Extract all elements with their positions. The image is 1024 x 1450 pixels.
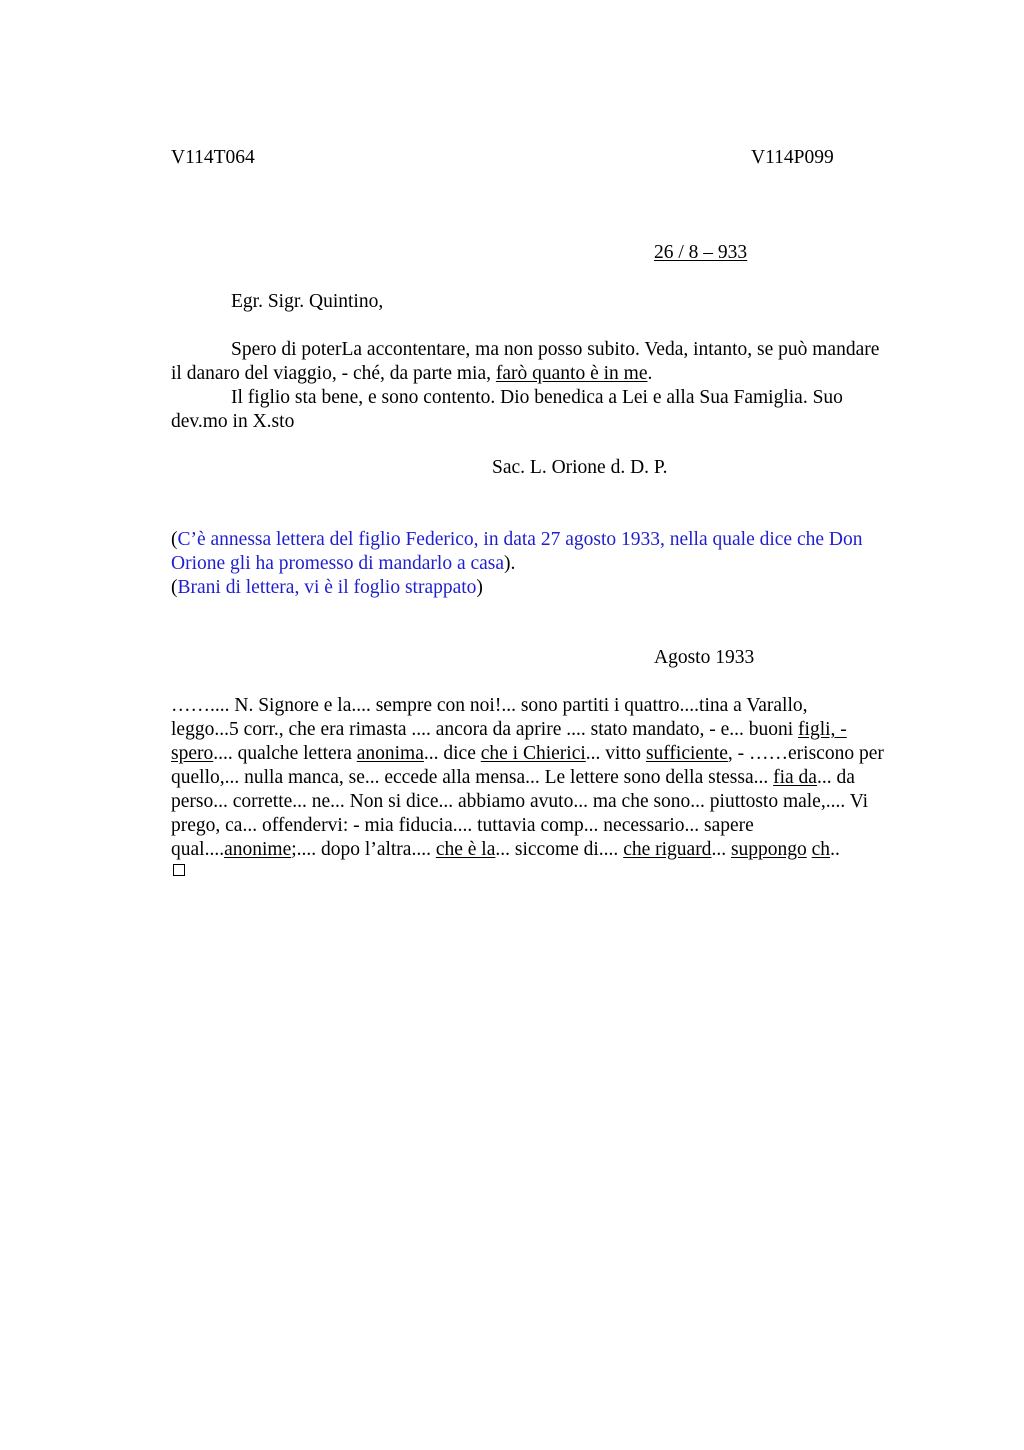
note-1-line-2 — [171, 552, 515, 576]
paren: ( — [171, 529, 178, 550]
underlined-text: suppongo — [730, 839, 807, 860]
text-run: leggo...5 corr., che era rimasta .... ancora da aprire .... stato mandato, - e... buoni — [171, 719, 799, 740]
text-run: , - ……eriscono per — [727, 743, 884, 764]
text-run: ... da — [816, 767, 855, 788]
text-run: ... — [711, 839, 731, 860]
text-run: ... vitto — [585, 743, 646, 764]
underlined-text: che i Chierici — [480, 743, 586, 764]
underlined-text: anonima — [356, 743, 424, 764]
underlined-text: figli, - — [798, 719, 847, 740]
text-run: ... dice — [423, 743, 481, 764]
text-run: il danaro del viaggio, - ché, da parte mia, — [171, 363, 496, 384]
underlined-text: che riguard — [623, 839, 712, 860]
signature: Sac. L. Orione d. D. P. — [492, 457, 668, 478]
letter-date: 26 / 8 – 933 — [654, 242, 748, 263]
paragraph-1-line-1: Spero di poterLa accontentare, ma non posso subito. Veda, intanto, se può mandare — [231, 339, 880, 360]
paragraph-1-line-2 — [171, 362, 652, 386]
underlined-text: sufficiente — [645, 743, 728, 764]
note-text: Orione gli ha promesso di mandarlo a casa — [171, 553, 505, 574]
note-text: C’è annessa lettera del figlio Federico, in data 27 agosto 1933, nella quale dice che Don — [177, 529, 863, 550]
paragraph-2-line-1: Il figlio sta bene, e sono contento. Dio benedica a Lei e alla Sua Famiglia. Suo — [231, 387, 843, 408]
fragment-line-5: perso... corrette... ne... Non si dice... abbiamo avuto... ma che sono... piuttosto male,.... Vi — [171, 791, 869, 812]
text-run: . — [647, 363, 653, 384]
text-run: qual.... — [171, 839, 225, 860]
note-2 — [171, 576, 483, 600]
note-1-line-1 — [171, 528, 862, 552]
underlined-text: ch — [811, 839, 831, 860]
underlined-text: che è la — [435, 839, 496, 860]
underlined-text: spero — [171, 743, 214, 764]
fragment-line-3 — [171, 742, 884, 766]
paragraph-2-line-2: dev.mo in X.sto — [171, 411, 295, 432]
fragment-line-6: prego, ca... offendervi: - mia fiducia.... tuttavia comp... necessario... sapere — [171, 815, 754, 836]
document-code-right: V114P099 — [751, 147, 834, 168]
end-square-icon — [173, 864, 185, 876]
text-run: ;.... dopo l’altra.... — [291, 839, 436, 860]
text-run: quello,... nulla manca, se... eccede alla mensa... Le lettere sono della stessa... — [171, 767, 774, 788]
underlined-text: anonime — [224, 839, 292, 860]
underlined-text: farò quanto è in me — [495, 363, 648, 384]
fragment-line-2 — [171, 718, 847, 742]
text-run: ... siccome di.... — [495, 839, 624, 860]
text-run: .. — [830, 839, 840, 860]
salutation: Egr. Sigr. Quintino, — [231, 291, 384, 312]
fragment-line-1: …….... N. Signore e la.... sempre con noi!... sono partiti i quattro....tina a Varallo, — [171, 695, 808, 716]
paren: ). — [504, 553, 516, 574]
fragment-line-7 — [171, 838, 840, 862]
fragment-line-4 — [171, 766, 855, 790]
text-run: .... qualche lettera — [213, 743, 357, 764]
note-text: Brani di lettera, vi è il foglio strappato — [177, 577, 477, 598]
paren: ( — [171, 577, 178, 598]
document-code-left: V114T064 — [171, 147, 255, 168]
paren: ) — [476, 577, 483, 598]
underlined-text: fia da — [773, 767, 817, 788]
fragment-date: Agosto 1933 — [654, 647, 755, 668]
